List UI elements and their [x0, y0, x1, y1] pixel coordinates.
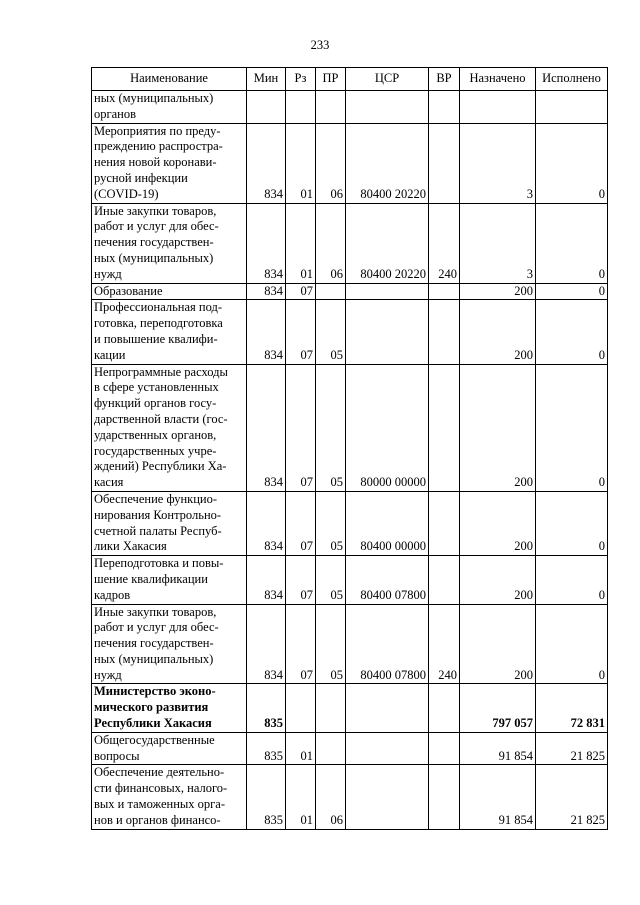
- cell-csr: [346, 91, 429, 124]
- cell-min: 834: [247, 491, 286, 555]
- table-row: [92, 684, 608, 732]
- cell-assigned: 91 854: [460, 732, 536, 765]
- cell-vr: [429, 364, 460, 491]
- cell-name: ных (муниципальных) органов: [92, 91, 247, 124]
- cell-name: Образование: [92, 283, 247, 300]
- cell-pr: 05: [316, 604, 346, 684]
- cell-min: 835: [247, 765, 286, 829]
- cell-min: 834: [247, 604, 286, 684]
- table-row: [92, 765, 608, 829]
- cell-executed: 0: [536, 300, 608, 364]
- page-number: 233: [310, 38, 330, 52]
- column-header-assigned: Назначено: [460, 68, 536, 91]
- cell-pr: 05: [316, 491, 346, 555]
- cell-name: Обеспечение деятельно- сти финансовых, налого- вых и таможенных орга- нов и органов финансо-: [92, 765, 247, 829]
- cell-assigned: 200: [460, 491, 536, 555]
- cell-rz: 01: [286, 765, 316, 829]
- cell-rz: 07: [286, 556, 316, 604]
- table-row: [92, 491, 608, 555]
- table-row: [92, 732, 608, 765]
- cell-pr: [316, 91, 346, 124]
- table-row: [92, 283, 608, 300]
- cell-min: 834: [247, 283, 286, 300]
- cell-csr: [346, 283, 429, 300]
- cell-assigned: 200: [460, 604, 536, 684]
- cell-rz: 01: [286, 203, 316, 283]
- cell-assigned: 200: [460, 556, 536, 604]
- cell-name: Министерство эконо- мического развития Республики Хакасия: [92, 684, 247, 732]
- cell-min: [247, 91, 286, 124]
- cell-csr: 80000 00000: [346, 364, 429, 491]
- cell-executed: 21 825: [536, 732, 608, 765]
- cell-vr: [429, 300, 460, 364]
- cell-min: 834: [247, 364, 286, 491]
- cell-assigned: [460, 91, 536, 124]
- cell-rz: 07: [286, 604, 316, 684]
- cell-min: 834: [247, 556, 286, 604]
- cell-min: 834: [247, 300, 286, 364]
- cell-assigned: 200: [460, 300, 536, 364]
- cell-name: Непрограммные расходы в сфере установленных функций органов госу- дарственной власти (гос- ударственных органов, государственных учре- ждений) Республики Ха- касия: [92, 364, 247, 491]
- cell-pr: 05: [316, 300, 346, 364]
- cell-vr: [429, 283, 460, 300]
- cell-vr: [429, 765, 460, 829]
- cell-name: Общегосударственные вопросы: [92, 732, 247, 765]
- cell-name: Профессиональная под- готовка, переподготовка и повышение квалифи- кации: [92, 300, 247, 364]
- cell-executed: 0: [536, 283, 608, 300]
- table-row: [92, 300, 608, 364]
- cell-assigned: 3: [460, 203, 536, 283]
- cell-csr: 80400 20220: [346, 123, 429, 203]
- cell-executed: 0: [536, 203, 608, 283]
- cell-vr: [429, 491, 460, 555]
- budget-table: [91, 67, 608, 830]
- cell-csr: 80400 20220: [346, 203, 429, 283]
- cell-pr: [316, 283, 346, 300]
- cell-executed: 0: [536, 123, 608, 203]
- cell-csr: 80400 00000: [346, 491, 429, 555]
- cell-rz: [286, 91, 316, 124]
- cell-pr: 06: [316, 203, 346, 283]
- cell-rz: 01: [286, 123, 316, 203]
- cell-vr: [429, 556, 460, 604]
- cell-executed: 72 831: [536, 684, 608, 732]
- cell-rz: 07: [286, 283, 316, 300]
- cell-vr: [429, 684, 460, 732]
- table-row: [92, 364, 608, 491]
- cell-name: Мероприятия по преду- преждению распростра- нения новой коронави- русной инфекции (COVID-19): [92, 123, 247, 203]
- cell-pr: 05: [316, 364, 346, 491]
- cell-executed: 0: [536, 491, 608, 555]
- cell-rz: 01: [286, 732, 316, 765]
- table-header-row: [92, 68, 608, 91]
- cell-vr: [429, 91, 460, 124]
- cell-name: Переподготовка и повы- шение квалификации кадров: [92, 556, 247, 604]
- column-header-name: Наименование: [92, 68, 247, 91]
- column-header-executed: Исполнено: [536, 68, 608, 91]
- cell-csr: [346, 684, 429, 732]
- table-row: [92, 604, 608, 684]
- cell-csr: [346, 765, 429, 829]
- cell-csr: 80400 07800: [346, 556, 429, 604]
- cell-min: 834: [247, 203, 286, 283]
- cell-min: 835: [247, 684, 286, 732]
- cell-name: Иные закупки товаров, работ и услуг для обес- печения государствен- ных (муниципальных) нужд: [92, 203, 247, 283]
- cell-name: Обеспечение функцио- нирования Контрольно- счетной палаты Респуб- лики Хакасия: [92, 491, 247, 555]
- column-header-csr: ЦСР: [346, 68, 429, 91]
- column-header-min: Мин: [247, 68, 286, 91]
- cell-csr: [346, 300, 429, 364]
- cell-pr: [316, 684, 346, 732]
- cell-rz: 07: [286, 300, 316, 364]
- cell-rz: 07: [286, 491, 316, 555]
- table-row: [92, 123, 608, 203]
- table-row: [92, 556, 608, 604]
- cell-pr: 06: [316, 123, 346, 203]
- cell-csr: 80400 07800: [346, 604, 429, 684]
- column-header-rz: Рз: [286, 68, 316, 91]
- cell-vr: 240: [429, 203, 460, 283]
- cell-vr: [429, 123, 460, 203]
- table-row: [92, 203, 608, 283]
- cell-assigned: 797 057: [460, 684, 536, 732]
- cell-pr: [316, 732, 346, 765]
- cell-assigned: 200: [460, 283, 536, 300]
- cell-executed: 0: [536, 556, 608, 604]
- cell-executed: 0: [536, 604, 608, 684]
- cell-rz: 07: [286, 364, 316, 491]
- cell-vr: [429, 732, 460, 765]
- cell-assigned: 200: [460, 364, 536, 491]
- cell-executed: 21 825: [536, 765, 608, 829]
- column-header-vr: ВР: [429, 68, 460, 91]
- cell-pr: 06: [316, 765, 346, 829]
- cell-csr: [346, 732, 429, 765]
- cell-executed: 0: [536, 364, 608, 491]
- cell-rz: [286, 684, 316, 732]
- cell-name: Иные закупки товаров, работ и услуг для обес- печения государствен- ных (муниципальных) нужд: [92, 604, 247, 684]
- cell-assigned: 91 854: [460, 765, 536, 829]
- cell-executed: [536, 91, 608, 124]
- cell-vr: 240: [429, 604, 460, 684]
- cell-min: 835: [247, 732, 286, 765]
- cell-min: 834: [247, 123, 286, 203]
- column-header-pr: ПР: [316, 68, 346, 91]
- cell-pr: 05: [316, 556, 346, 604]
- cell-assigned: 3: [460, 123, 536, 203]
- table-row: [92, 91, 608, 124]
